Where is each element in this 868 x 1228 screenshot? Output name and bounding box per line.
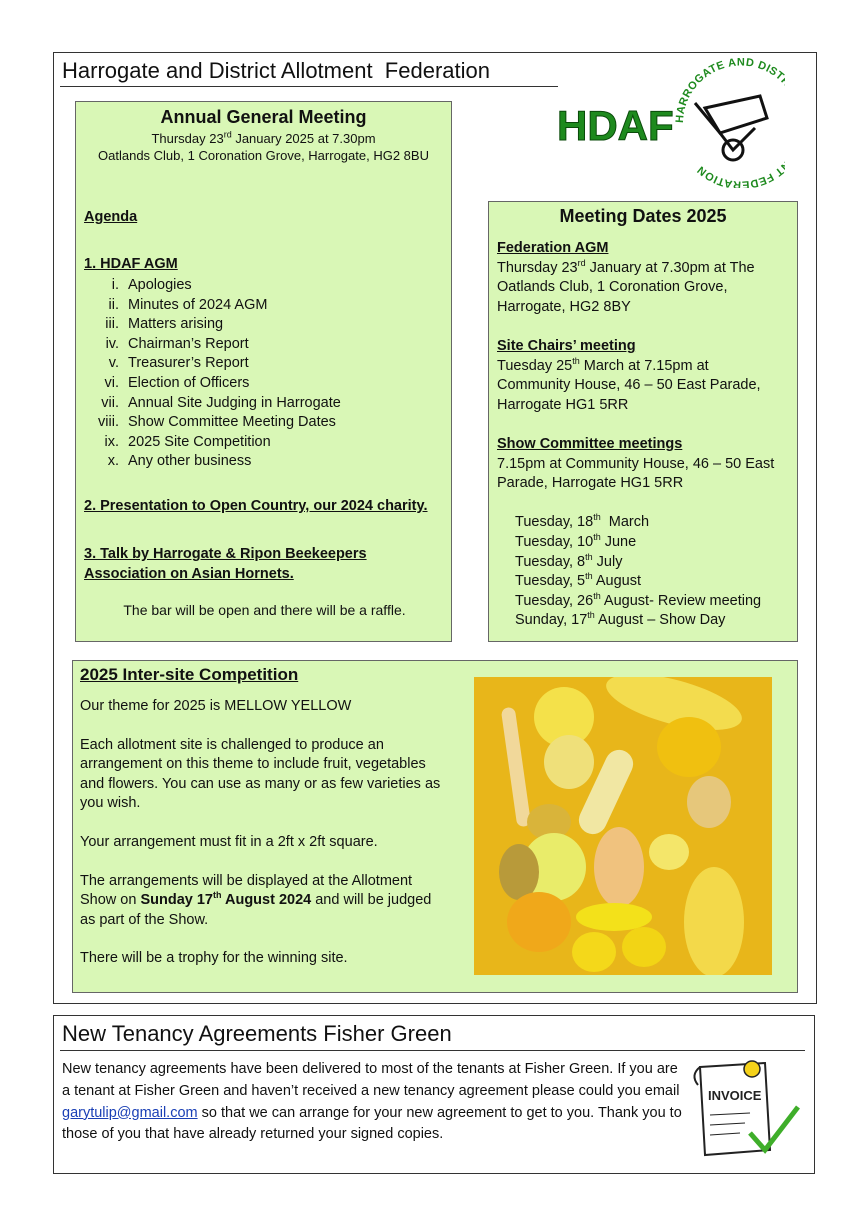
title-underline [60, 86, 558, 87]
logo-letters: HDAF [557, 102, 674, 149]
agenda-sub-item: v. Treasurer’s Report [108, 355, 249, 372]
show-dates-list [497, 513, 795, 631]
agenda-sub-list [84, 276, 444, 472]
agenda-sub-item: vii. Annual Site Judging in Harrogate [101, 394, 341, 411]
show-date-item: Tuesday, 26th August- Review meeting [515, 590, 762, 609]
agm-date: Thursday 23rd January 2025 at 7.30pm [151, 129, 376, 146]
show-committee-line2: Parade, Harrogate HG1 5RR [497, 475, 684, 492]
agm-venue: Oatlands Club, 1 Coronation Grove, Harrogate, HG2 8BU [98, 148, 429, 163]
show-date-item: Tuesday, 18th March [515, 512, 650, 531]
page-title: Harrogate and District Allotment Federation [62, 58, 490, 83]
competition-theme: Our theme for 2025 is MELLOW YELLOW [80, 698, 352, 714]
fed-agm-line1: Thursday 23rd January at 7.30pm at The [497, 257, 755, 276]
tenancy-text: New tenancy agreements have been delivered to most of the tenants at Fisher Green. If you are a tenant at Fisher Green and haven’t received a new tenancy agreement please could you email garytulip@gmail.com so that we can arrange for your new agreement to get to you. Thank you to those of you that have already returned your signed copies. [62, 1061, 682, 1143]
agenda-sub-item: vi. Election of Officers [104, 374, 250, 391]
show-date-item: Tuesday, 8th July [515, 551, 623, 570]
show-committee-label: Show Committee meetings [497, 435, 683, 452]
competition-heading: 2025 Inter-site Competition [80, 665, 299, 684]
agenda-sub-item: x. Any other business [107, 453, 252, 470]
meeting-dates-panel [488, 201, 798, 642]
site-chairs-line1: Tuesday 25th March at 7.15pm at [497, 355, 709, 374]
show-committee-line1: 7.15pm at Community House, 46 – 50 East [497, 455, 775, 472]
site-chairs-line2: Community House, 46 – 50 East Parade, [497, 377, 761, 394]
agm-heading: Annual General Meeting [160, 107, 367, 127]
competition-p3: The arrangements will be displayed at the Allotment Show on Sunday 17th August 2024 and will be judged as part of the Show. [80, 872, 432, 928]
site-chairs-label: Site Chairs’ meeting [497, 337, 636, 354]
competition-p1: Each allotment site is challenged to produce an arrangement on this theme to include fruit, vegetables and flowers. You can use as many or as few varieties as you wish. [80, 736, 441, 812]
agenda-label: Agenda [84, 209, 138, 225]
tenancy-underline [60, 1050, 805, 1051]
agm-panel [75, 101, 452, 642]
agenda-item-1: 1. HDAF AGM [84, 256, 178, 272]
yellow-produce-photo [474, 677, 772, 975]
meeting-dates-body [497, 239, 795, 631]
wheelbarrow-icon [695, 96, 767, 160]
logo-ring-text: HARROGATE AND DIST T FEDERATION [673, 58, 785, 188]
show-date-item: Tuesday, 10th June [515, 532, 637, 550]
agenda-item-2: 2. Presentation to Open Country, our 2024 charity. [84, 498, 428, 514]
invoice-icon [690, 1055, 805, 1165]
fed-agm-label: Federation AGM [497, 240, 609, 256]
fed-agm-line2: Oatlands Club, 1 Coronation Grove, [497, 279, 728, 296]
fed-agm-line3: Harrogate, HG2 8BY [497, 298, 631, 315]
agenda-sub-item: i. Apologies [111, 277, 192, 293]
agenda-sub-item: viii. Show Committee Meeting Dates [98, 414, 336, 431]
competition-text [80, 697, 450, 969]
meeting-dates-heading: Meeting Dates 2025 [559, 206, 727, 226]
show-date-item: Sunday, 17th August – Show Day [515, 610, 726, 629]
agenda-sub-item: iv. Chairman’s Report [105, 335, 249, 352]
agenda-sub-item: ix. 2025 Site Competition [104, 433, 271, 450]
email-link[interactable]: garytulip@gmail.com [62, 1104, 198, 1121]
agenda-sub-item: ii. Minutes of 2024 AGM [108, 296, 268, 313]
hdaf-logo [555, 58, 785, 188]
competition-panel [72, 660, 798, 993]
agenda-sub-item: iii. Matters arising [105, 316, 224, 333]
competition-p2: Your arrangement must fit in a 2ft x 2ft square. [80, 833, 378, 850]
invoice-label: INVOICE [708, 1088, 762, 1103]
competition-p4: There will be a trophy for the winning site. [80, 950, 348, 967]
tenancy-heading: New Tenancy Agreements Fisher Green [62, 1021, 452, 1046]
agm-footer-note: The bar will be open and there will be a raffle. [123, 602, 406, 618]
show-date-item: Tuesday, 5th August [515, 571, 642, 590]
site-chairs-line3: Harrogate HG1 5RR [497, 396, 629, 413]
agenda-item-3: 3. Talk by Harrogate & Ripon Beekeepers Association on Asian Hornets. [84, 546, 367, 582]
